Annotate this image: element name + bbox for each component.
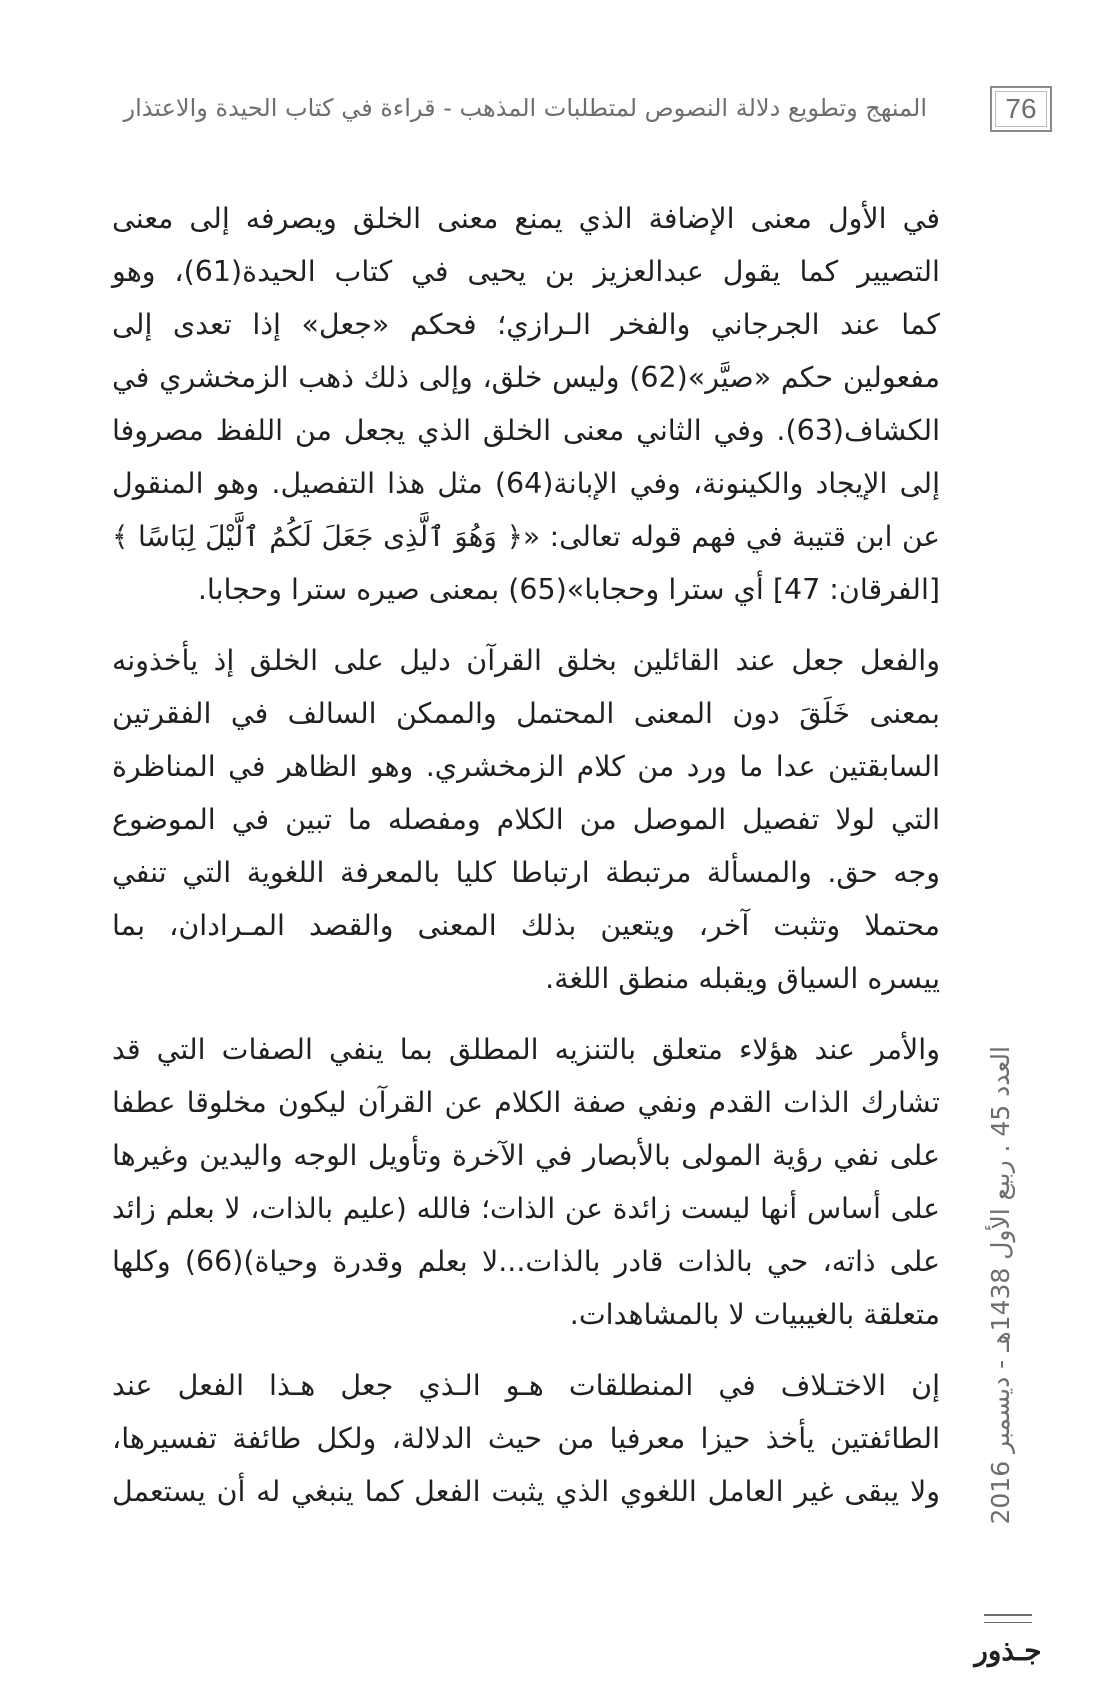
- text-line: السابقتين عدا ما ورد من كلام الزمخشري. وهو الظاهر في المناظرة: [112, 750, 940, 783]
- body-text: [112, 192, 940, 1536]
- text-line: الطائفتين يأخذ حيزا معرفيا من حيث الدلالة، ولكل طائفة تفسيرها،: [112, 1422, 940, 1455]
- text-line: إن الاختـلاف في المنطلقات هـو الـذي جعل هـذا الفعل عند: [112, 1369, 940, 1402]
- page-number-box: [990, 86, 1052, 132]
- paragraph: [112, 1359, 940, 1518]
- issue-sidebar: [984, 1046, 1024, 1606]
- paragraph: [112, 192, 940, 616]
- text-line: تشارك الذات القدم ونفي صفة الكلام عن القرآن ليكون مخلوقا عطفا: [112, 1086, 940, 1119]
- text-line: إلى الإيجاد والكينونة، وفي الإبانة(64) مثل هذا التفصيل. وهو المنقول: [112, 467, 941, 500]
- text-line: على ذاته، حي بالذات قادر بالذات...لا بعلم وقدرة وحياة)(66) وكلها: [112, 1245, 941, 1278]
- text-line: وجه حق. والمسألة مرتبطة ارتباطا كليا بالمعرفة اللغوية التي تنفي: [112, 856, 940, 889]
- text-line: والأمر عند هؤلاء متعلق بالتنزيه المطلق بما ينفي الصفات التي قد: [112, 1033, 940, 1066]
- paragraph: [112, 634, 940, 1005]
- text-line: محتملا وتثبت آخر، ويتعين بذلك المعنى والقصد المـرادان، بما: [112, 909, 940, 942]
- text-line: التي لولا تفصيل الموصل من الكلام ومفصله ما تبين في الموضوع: [112, 803, 940, 836]
- text-line: عن ابن قتيبة في فهم قوله تعالى: «﴿ وَهُوَ ٱلَّذِى جَعَلَ لَكُمُ ٱلَّيْلَ لِبَاسًا ﴾: [112, 520, 940, 553]
- sidebar-divider: [984, 1614, 1032, 1623]
- running-title: المنهج وتطويع دلالة النصوص لمتطلبات المذهب - قراءة في كتاب الحيدة والاعتذار: [123, 94, 927, 122]
- text-line: كما عند الجرجاني والفخر الـرازي؛ فحكم «جعل» إذا تعدى إلى: [112, 308, 940, 341]
- page-header: [112, 86, 1052, 146]
- text-line: ييسره السياق ويقبله منطق اللغة.: [545, 962, 940, 995]
- text-line: مفعولين حكم «صيَّر»(62) وليس خلق، وإلى ذلك ذهب الزمخشري في: [112, 361, 940, 394]
- text-line: التصيير كما يقول عبدالعزيز بن يحيى في كتاب الحيدة(61)، وهو: [112, 255, 940, 288]
- text-line: بمعنى خَلَقَ دون المعنى المحتمل والممكن السالف في الفقرتين: [112, 697, 940, 730]
- text-line: والفعل جعل عند القائلين بخلق القرآن دليل على الخلق إذ يأخذونه: [112, 644, 940, 677]
- page-number: 76: [1005, 93, 1037, 124]
- text-line: متعلقة بالغيبيات لا بالمشاهدات.: [569, 1298, 940, 1331]
- journal-logo: جـذور: [974, 1634, 1042, 1667]
- issue-info: العدد 45 . ربيع الأول 1438هـ - ديسمبر 2016: [986, 1046, 1015, 1525]
- paragraph: [112, 1023, 940, 1341]
- text-line: في الأول معنى الإضافة الذي يمنع معنى الخلق ويصرفه إلى معنى: [112, 202, 940, 235]
- text-line: الكشاف(63). وفي الثاني معنى الخلق الذي يجعل من اللفظ مصروفا: [112, 414, 940, 447]
- text-line: على نفي رؤية المولى بالأبصار في الآخرة وتأويل الوجه واليدين وغيرها: [112, 1139, 940, 1172]
- text-line: [الفرقان: 47] أي سترا وحجابا»(65) بمعنى صيره سترا وحجابا.: [197, 573, 940, 606]
- text-line: ولا يبقى غير العامل اللغوي الذي يثبت الفعل كما ينبغي له أن يستعمل: [112, 1475, 940, 1508]
- text-line: على أساس أنها ليست زائدة عن الذات؛ فالله (عليم بالذات، لا بعلم زائد: [112, 1192, 940, 1225]
